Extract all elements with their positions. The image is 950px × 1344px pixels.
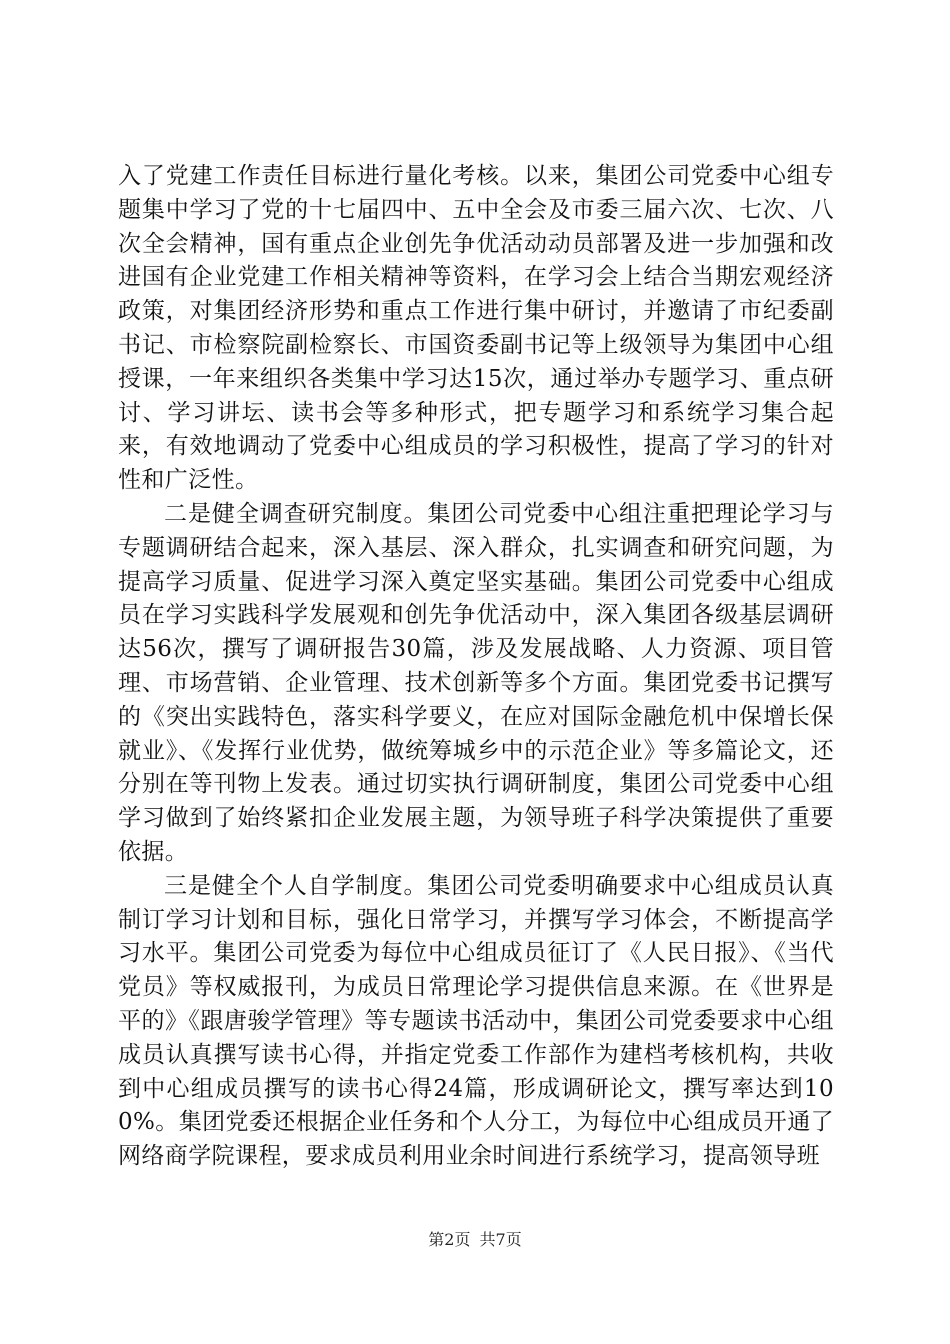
paragraph-self-study-system: 三是健全个人自学制度。集团公司党委明确要求中心组成员认真制订学习计划和目标，强化日常学习，并撰写学习体会，不断提高学习水平。集团公司党委为每位中心组成员征订了《人民日报》、《当代党员》等权威报刊，为成员日常理论学习提供信息来源。在《世界是平的》《跟唐骏学管理》等专题读书活动中，集团公司党委要求中心组成员认真撰写读书心得，并指定党委工作部作为建档考核机构，共收到中心组成员撰写的读书心得24篇，形成调研论文，撰写率达到100%。集团党委还根据企业任务和个人分工，为每位中心组成员开通了网络商学院课程，要求成员利用业余时间进行系统学习，提高领导班 (118, 872, 834, 1170)
body-text (118, 160, 834, 1174)
page-footer: 第2页 共7页 (428, 1230, 522, 1249)
paragraph-research-system: 二是健全调查研究制度。集团公司党委中心组注重把理论学习与专题调研结合起来，深入基层、深入群众，扎实调查和研究问题，为提高学习质量、促进学习深入奠定坚实基础。集团公司党委中心组成员在学习实践科学发展观和创先争优活动中，深入集团各级基层调研达56次，撰写了调研报告30篇，涉及发展战略、人力资源、项目管理、市场营销、企业管理、技术创新等多个方面。集团党委书记撰写的《突出实践特色，落实科学要义，在应对国际金融危机中保增长保就业》、《发挥行业优势，做统筹城乡中的示范企业》等多篇论文，还分别在等刊物上发表。通过切实执行调研制度，集团公司党委中心组学习做到了始终紧扣企业发展主题，为领导班子科学决策提供了重要依据。 (118, 500, 834, 865)
paragraph-continuation: 入了党建工作责任目标进行量化考核。以来，集团公司党委中心组专题集中学习了党的十七届四中、五中全会及市委三届六次、七次、八次全会精神，国有重点企业创先争优活动动员部署及进一步加强和改进国有企业党建工作相关精神等资料，在学习会上结合当期宏观经济政策，对集团经济形势和重点工作进行集中研讨，并邀请了市纪委副书记、市检察院副检察长、市国资委副书记等上级领导为集团中心组授课，一年来组织各类集中学习达15次，通过举办专题学习、重点研讨、学习讲坛、读书会等多种形式，把专题学习和系统学习集合起来，有效地调动了党委中心组成员的学习积极性，提高了学习的针对性和广泛性。 (118, 163, 834, 494)
